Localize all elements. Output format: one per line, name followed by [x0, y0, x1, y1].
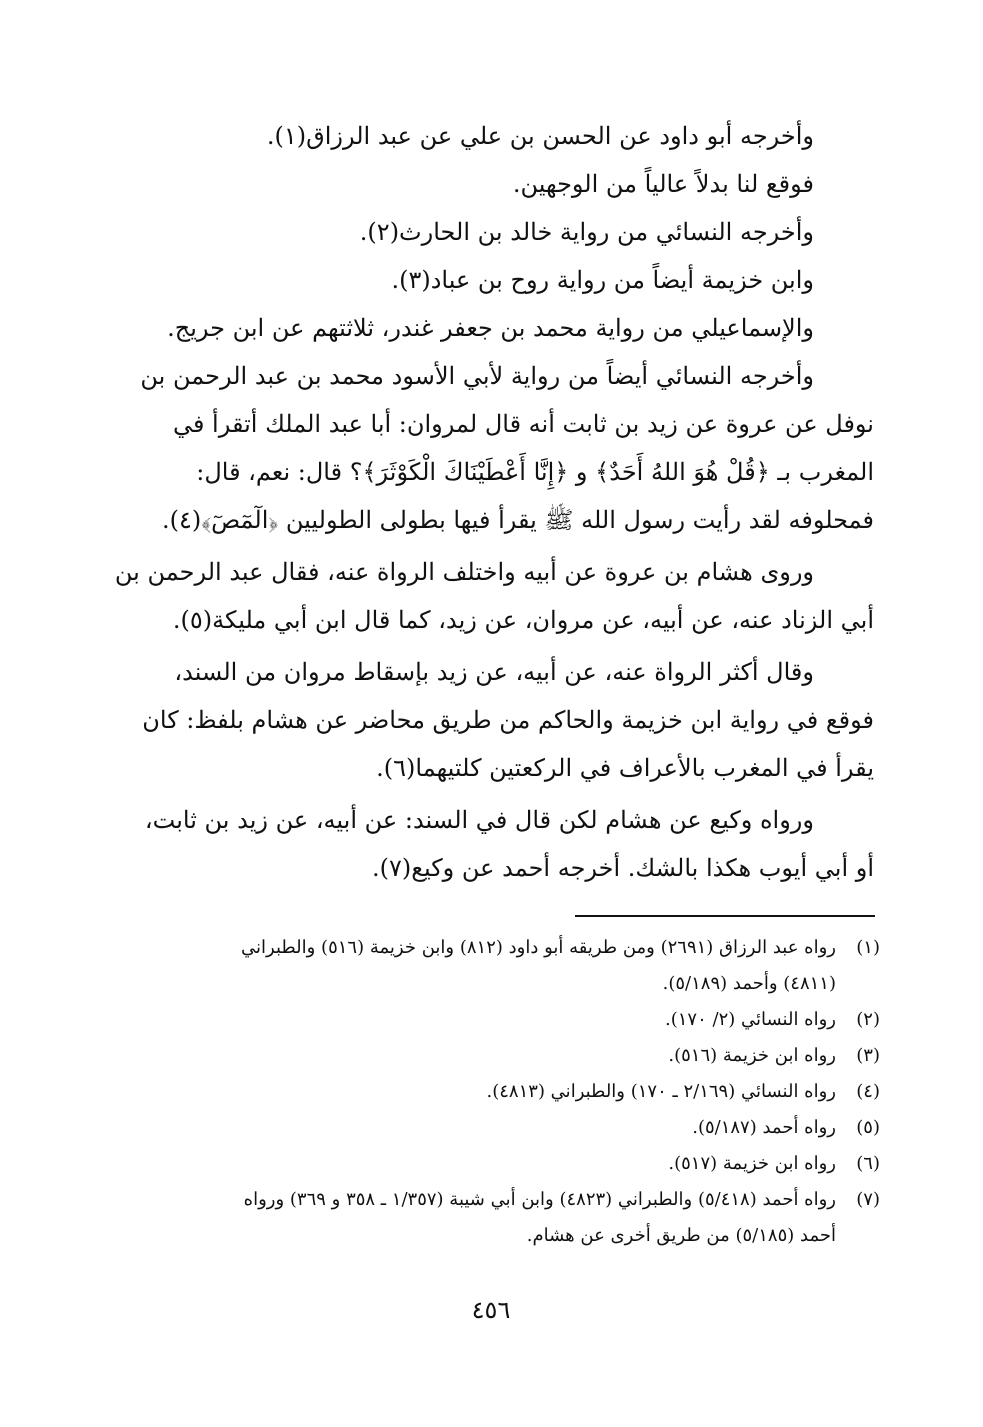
text-line: نوفل عن عروة عن زيد بن ثابت أنه قال لمروان: أبا عبد الملك أتقرأ في	[172, 410, 874, 438]
footnote-number: (٥)	[856, 1117, 880, 1138]
main-text	[104, 112, 874, 892]
footnotes	[100, 930, 880, 1254]
text-line: المغرب بـ ﴿قُلْ هُوَ اللهُ أَحَدٌ﴾ و ﴿إِنَّا أَعْطَيْنَاكَ الْكَوْثَرَ﴾؟ قال: نعم، قال:	[196, 458, 874, 486]
text-line: والإسماعيلي من رواية محمد بن جعفر غندر، ثلاثتهم عن ابن جريج.	[167, 314, 814, 342]
footnote-line: (٤٨١١) وأحمد (٥/١٨٩).	[662, 973, 836, 994]
text-line: أبي الزناد عنه، عن أبيه، عن مروان، عن زيد، كما قال ابن أبي مليكة(٥).	[172, 606, 874, 634]
footnote-divider	[575, 915, 875, 917]
text-line: أو أبي أيوب هكذا بالشك. أخرجه أحمد عن وكيع(٧).	[371, 854, 874, 882]
footnote-item	[100, 1038, 880, 1074]
text-line: فوقع لنا بدلاً عالياً من الوجهين.	[512, 170, 814, 198]
text-line: ورواه وكيع عن هشام لكن قال في السند: عن أبيه، عن زيد بن ثابت،	[144, 806, 814, 834]
text-line: فوقع في رواية ابن خزيمة والحاكم من طريق محاضر عن هشام بلفظ: كان	[142, 706, 874, 734]
footnote-item	[100, 1074, 880, 1110]
footnote-line: رواه النسائي (٢/ ١٧٠).	[665, 1009, 836, 1030]
text-line: وأخرجه النسائي أيضاً من رواية لأبي الأسود محمد بن عبد الرحمن بن	[140, 362, 814, 390]
text-line: فمحلوفه لقد رأيت رسول الله ﷺ يقرأ فيها بطولى الطوليين ﴿الٓمٓصٓ﴾(٤).	[162, 506, 874, 534]
footnote-item	[100, 1182, 880, 1254]
footnote-line: رواه ابن خزيمة (٥١٦).	[668, 1045, 836, 1066]
footnote-item	[100, 1110, 880, 1146]
footnote-number: (٣)	[856, 1045, 880, 1066]
text-line: وابن خزيمة أيضاً من رواية روح بن عباد(٣).	[391, 266, 814, 294]
footnote-number: (٤)	[856, 1081, 880, 1102]
text-line: وأخرجه النسائي من رواية خالد بن الحارث(٢).	[359, 218, 814, 246]
text-line: وقال أكثر الرواة عنه، عن أبيه، عن زيد بإسقاط مروان من السند،	[174, 658, 814, 686]
footnote-line: رواه أحمد (٥/٤١٨) والطبراني (٤٨٢٣) وابن أبي شيبة (١/٣٥٧ ـ ٣٥٨ و ٣٦٩) ورواه	[243, 1189, 836, 1210]
footnote-number: (١)	[856, 937, 880, 958]
footnote-line: أحمد (٥/١٨٥) من طريق أخرى عن هشام.	[526, 1225, 836, 1246]
footnote-line: رواه عبد الرزاق (٢٦٩١) ومن طريقه أبو داود (٨١٢) وابن خزيمة (٥١٦) والطبراني	[241, 937, 836, 958]
footnote-item	[100, 1002, 880, 1038]
footnote-body	[100, 1182, 836, 1254]
text-line: يقرأ في المغرب بالأعراف في الركعتين كلتيهما(٦).	[376, 754, 874, 782]
footnote-line: رواه النسائي (٢/١٦٩ ـ ١٧٠) والطبراني (٤٨١٣).	[486, 1081, 836, 1102]
footnote-line: رواه أحمد (٥/١٨٧).	[692, 1117, 836, 1138]
footnote-body	[100, 1146, 836, 1182]
page-number: ٤٥٦	[471, 1296, 511, 1324]
footnote-line: رواه ابن خزيمة (٥١٧).	[668, 1153, 836, 1174]
footnote-body	[100, 1074, 836, 1110]
footnote-number: (٦)	[856, 1153, 880, 1174]
footnote-number: (٢)	[856, 1009, 880, 1030]
footnote-body	[100, 1038, 836, 1074]
footnote-body	[100, 1002, 836, 1038]
footnote-item	[100, 1146, 880, 1182]
footnote-body	[100, 930, 836, 1002]
text-line: وأخرجه أبو داود عن الحسن بن علي عن عبد الرزاق(١).	[266, 122, 814, 150]
footnote-body	[100, 1110, 836, 1146]
footnote-number: (٧)	[856, 1189, 880, 1210]
text-line: وروى هشام بن عروة عن أبيه واختلف الرواة عنه، فقال عبد الرحمن بن	[114, 558, 814, 586]
footnote-item	[100, 930, 880, 1002]
